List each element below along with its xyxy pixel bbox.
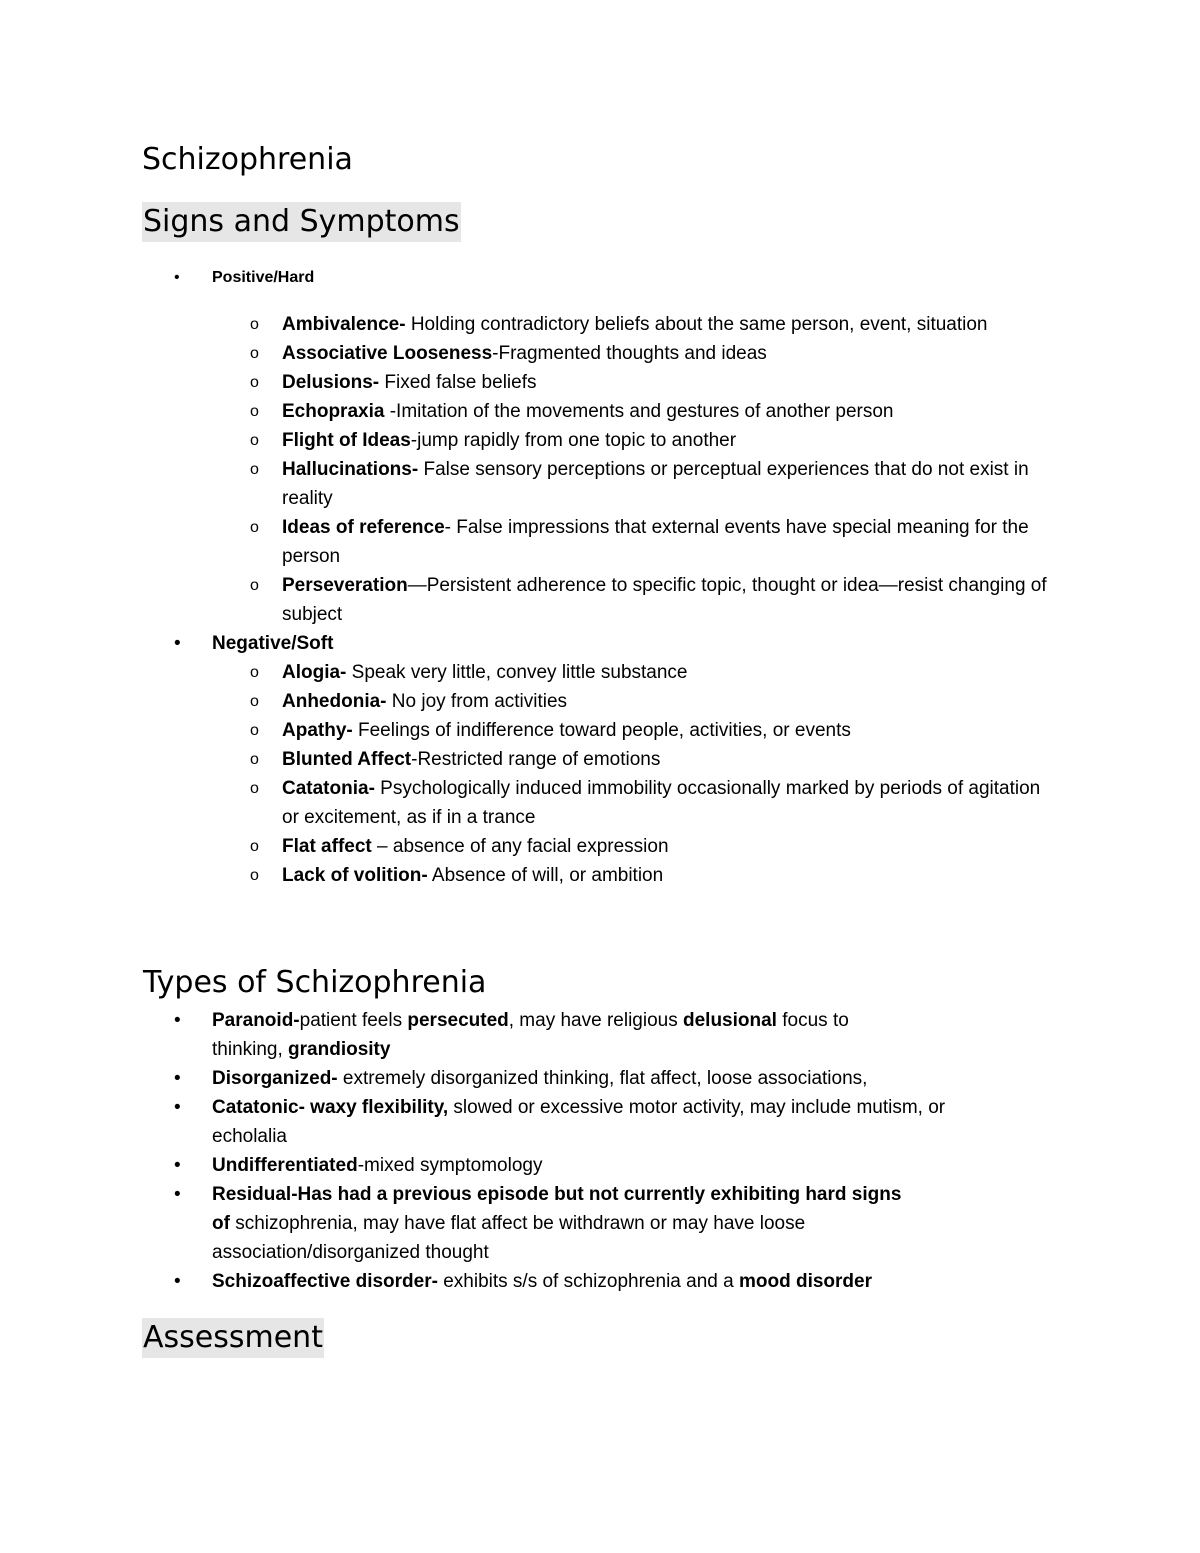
types-list <box>0 1006 1200 1296</box>
definition: -Restricted range of emotions <box>411 749 661 770</box>
negative-label: Negative/Soft <box>212 633 334 654</box>
circle-bullet-icon: o <box>250 722 259 739</box>
type-item-undifferentiated: • Undifferentiated-mixed symptomology <box>0 1151 1047 1180</box>
circle-bullet-icon: o <box>250 577 259 594</box>
definition: Holding contradictory beliefs about the same person, event, situation <box>405 314 988 335</box>
term: Perseveration <box>282 575 408 596</box>
definition: Psychologically induced immobility occasionally marked by periods of agitation or excitement, as if in a trance <box>282 778 1041 828</box>
term: Anhedonia- <box>282 691 387 712</box>
bullet-icon: • <box>174 1155 181 1176</box>
circle-bullet-icon: o <box>250 780 259 797</box>
term: Flat affect <box>282 836 372 857</box>
circle-bullet-icon: o <box>250 519 259 536</box>
term: Echopraxia <box>282 401 385 422</box>
term: Blunted Affect <box>282 749 412 770</box>
circle-bullet-icon: o <box>250 316 259 333</box>
term: Alogia- <box>282 662 347 683</box>
positive-category <box>0 263 1047 292</box>
definition: Speak very little, convey little substance <box>346 662 688 683</box>
circle-bullet-icon: o <box>250 751 259 768</box>
positive-list-item <box>0 339 1057 368</box>
circle-bullet-icon: o <box>250 461 259 478</box>
term: Catatonia- <box>282 778 375 799</box>
bullet-icon: • <box>174 1097 181 1118</box>
positive-label: Positive/Hard <box>212 269 315 286</box>
negative-list-item <box>0 716 1057 745</box>
negative-list-item <box>0 687 1057 716</box>
type-item-catatonic: • Catatonic- waxy flexibility, slowed or excessive motor activity, may include mutism, or echolalia <box>0 1093 1047 1151</box>
circle-bullet-icon: o <box>250 432 259 449</box>
term: Delusions- <box>282 372 380 393</box>
definition: —Persistent adherence to specific topic, thought or idea—resist changing of subject <box>282 575 1047 625</box>
term: Ideas of reference <box>282 517 445 538</box>
negative-list-item <box>0 658 1057 687</box>
negative-list-item <box>0 861 1057 890</box>
term: Ambivalence- <box>282 314 406 335</box>
bullet-icon: • <box>174 633 181 654</box>
definition: -Fragmented thoughts and ideas <box>492 343 767 364</box>
positive-list-item <box>0 310 1057 339</box>
circle-bullet-icon: o <box>250 403 259 420</box>
circle-bullet-icon: o <box>250 838 259 855</box>
definition: -jump rapidly from one topic to another <box>410 430 737 451</box>
definition: Absence of will, or ambition <box>427 865 664 886</box>
bullet-icon: • <box>174 1010 181 1031</box>
definition: No joy from activities <box>386 691 568 712</box>
bullet-icon: • <box>174 1184 181 1205</box>
document-title: Schizophrenia <box>142 142 353 177</box>
negative-items <box>0 658 1200 890</box>
definition: -Imitation of the movements and gestures of another person <box>384 401 894 422</box>
term: Hallucinations- <box>282 459 419 480</box>
signs-list <box>0 263 1200 890</box>
circle-bullet-icon: o <box>250 664 259 681</box>
type-item-paranoid: • Paranoid-patient feels persecuted, may have religious delusional focus to thinking, grandiosity <box>0 1006 1047 1064</box>
positive-list-item <box>0 397 1057 426</box>
signs-heading: Signs and Symptoms <box>142 202 461 242</box>
definition: Fixed false beliefs <box>379 372 537 393</box>
negative-list-item <box>0 774 1057 832</box>
circle-bullet-icon: o <box>250 867 259 884</box>
negative-list-item <box>0 832 1057 861</box>
circle-bullet-icon: o <box>250 345 259 362</box>
definition: Feelings of indifference toward people, activities, or events <box>352 720 851 741</box>
negative-list-item <box>0 745 1057 774</box>
positive-list-item <box>0 571 1057 629</box>
positive-list-item <box>0 426 1057 455</box>
bullet-icon: • <box>174 1271 181 1292</box>
circle-bullet-icon: o <box>250 693 259 710</box>
bullet-icon: • <box>174 1068 181 1089</box>
type-item-residual: • Residual-Has had a previous episode but not currently exhibiting hard signs of schizophrenia, may have flat affect be withdrawn or may have loose association/disorganized thought <box>0 1180 1047 1267</box>
definition: - False impressions that external events have special meaning for the person <box>282 517 1029 567</box>
positive-list-item <box>0 455 1057 513</box>
term: Associative Looseness <box>282 343 493 364</box>
assessment-heading: Assessment <box>142 1318 324 1358</box>
definition: – absence of any facial expression <box>371 836 669 857</box>
circle-bullet-icon: o <box>250 374 259 391</box>
term: Flight of Ideas <box>282 430 411 451</box>
type-item-disorganized: • Disorganized- extremely disorganized thinking, flat affect, loose associations, <box>0 1064 1047 1093</box>
type-item-schizoaffective: • Schizoaffective disorder- exhibits s/s of schizophrenia and a mood disorder <box>0 1267 1047 1296</box>
positive-list-item <box>0 513 1057 571</box>
types-heading: Types of Schizophrenia <box>143 965 487 1000</box>
positive-list-item <box>0 368 1057 397</box>
negative-category <box>0 629 1047 658</box>
definition: False sensory perceptions or perceptual experiences that do not exist in reality <box>282 459 1029 509</box>
bullet-icon: • <box>174 269 180 286</box>
positive-items <box>0 310 1200 629</box>
term: Apathy- <box>282 720 353 741</box>
term: Lack of volition- <box>282 865 428 886</box>
